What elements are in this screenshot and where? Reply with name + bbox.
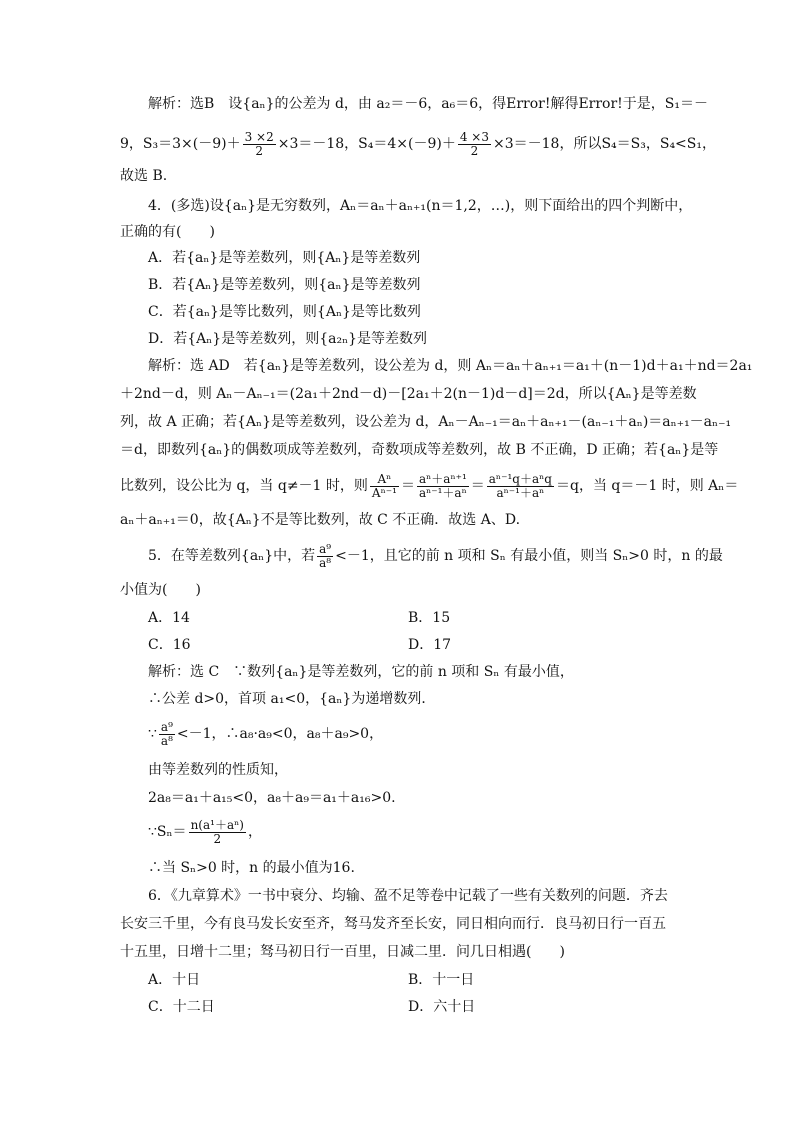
solution-3-line-1: 解析：选B 设{aₙ}的公差为 d，由 a₂＝－6，a₆＝6，得Error!解得Error!于是，S₁＝－ [148,96,709,112]
fraction-numerator: 3 ×2 [244,129,274,144]
solution-5-line-3 [0,718,794,750]
text-segment: ∵ [148,726,157,742]
fraction-numerator: a⁹ [160,719,173,734]
fraction-denominator: aⁿ⁻¹＋aⁿ [496,485,545,500]
text-segment: ， [247,824,262,840]
solution-3-line-3: 故选 B. [120,168,168,184]
fraction-numerator: a⁹ [319,541,332,556]
solution-5-line-4: 由等差数列的性质知， [148,762,288,778]
fraction-denominator: a⁸ [160,733,173,748]
fraction [458,131,491,158]
question-5-option-b: B．15 [408,610,451,626]
fraction [487,473,554,500]
text-segment: 9，S₃＝3×(－9)＋ [120,136,241,152]
question-5-options-row-2 [0,635,794,655]
solution-3-line-2 [0,128,794,160]
fraction-denominator: a⁸ [319,555,332,570]
text-segment: <－1，且它的前 n 项和 Sₙ 有最小值，则当 Sₙ>0 时，n 的最 [335,548,723,564]
solution-5-line-2: ∴公差 d>0，首项 a₁<0，{aₙ}为递增数列． [148,691,436,707]
fraction-numerator: aⁿ＋aⁿ⁺¹ [418,471,467,486]
question-6-options-row-1 [0,970,794,990]
fraction-denominator: Aⁿ⁻¹ [371,485,397,500]
question-6-line-1: 6．《九章算术》一书中衰分、均输、盈不足等卷中记载了一些有关数列的问题．齐去 [148,888,668,904]
fraction [417,473,469,500]
question-5-option-d: D．17 [408,637,452,653]
equals-sign: ＝ [400,478,415,494]
question-4-stem-cont: 正确的有( ) [120,224,215,240]
solution-4-line-3: 列，故 A 正确；若{Aₙ}是等差数列，设公差为 d，Aₙ－Aₙ₋₁＝aₙ＋aₙ₊₁－(aₙ₋₁＋aₙ)＝aₙ₊₁－aₙ₋₁ [120,414,732,430]
solution-5-line-5: 2a₈＝a₁＋a₁₅<0，a₈＋a₉＝a₁＋a₁₆>0. [148,790,396,806]
question-4-option-d: D．若{Aₙ}是等差数列，则{a₂ₙ}是等差数列 [148,331,428,347]
text-segment: ×3＝－18，S₄＝4×(－9)＋ [277,136,456,152]
text-segment: <－1，∴a₈·a₉<0，a₈＋a₉>0， [176,726,384,742]
fraction [159,721,175,748]
fraction [189,819,246,846]
solution-4-line-4: ＝d，即数列{aₙ}的偶数项成等差数列，奇数项成等差数列，故 B 不正确，D 正确；若{aₙ}是等 [120,442,719,458]
solution-4-line-2: ＋2nd－d，则 Aₙ－Aₙ₋₁＝(2a₁＋2nd－d)－[2a₁＋2(n－1)d－d]＝2d，所以{Aₙ}是等差数 [120,386,697,402]
fraction [370,473,399,500]
question-5-stem [0,540,794,572]
fraction [317,543,333,570]
question-6-option-a: A．十日 [148,972,201,988]
question-6-option-b: B．十一日 [408,972,475,988]
solution-4-line-6: aₙ＋aₙ₊₁＝0，故{Aₙ}不是等比数列，故 C 不正确．故选 A、D. [120,512,521,528]
fraction-numerator: aⁿ⁻¹q＋aⁿq [488,471,552,486]
question-4-stem: 4．(多选)设{aₙ}是无穷数列，Aₙ＝aₙ＋aₙ₊₁(n＝1,2，…)，则下面给出的四个判断中， [148,198,693,214]
fraction-denominator: 2 [213,831,222,846]
solution-5-line-1: 解析：选 C ∵数列{aₙ}是等差数列，它的前 n 项和 Sₙ 有最小值， [148,664,574,680]
question-6-option-d: D．六十日 [408,999,476,1015]
solution-5-line-6 [0,816,794,848]
text-segment: ＝q，当 q＝－1 时，则 Aₙ＝ [555,478,739,494]
question-4-option-c: C．若{aₙ}是等比数列，则{Aₙ}是等比数列 [148,304,421,320]
question-5-option-a: A．14 [148,610,190,626]
question-6-option-c: C．十二日 [148,999,215,1015]
fraction-denominator: 2 [470,143,479,158]
question-6-line-3: 十五里，日增十二里；驽马初日行一百里，日减二里．问几日相遇( ) [120,944,565,960]
question-6-line-2: 长安三千里，今有良马发长安至齐，驽马发齐至长安，同日相向而行．良马初日行一百五 [120,916,666,932]
fraction [243,131,276,158]
fraction-numerator: Aⁿ [370,473,399,487]
text-segment: 比数列，设公比为 q，当 q≠－1 时，则 [120,478,368,494]
solution-4-line-1: 解析：选 AD 若{aₙ}是等差数列，设公差为 d，则 Aₙ＝aₙ＋aₙ₊₁＝a₁＋(n－1)d＋a₁＋nd＝2a₁ [148,358,753,374]
equals-sign: ＝ [470,478,485,494]
text-segment: ∵Sₙ＝ [148,824,187,840]
question-4-option-b: B．若{Aₙ}是等差数列，则{aₙ}是等差数列 [148,277,421,293]
fraction-numerator: 4 ×3 [459,129,489,144]
fraction-denominator: aⁿ⁻¹＋aⁿ [418,485,467,500]
question-6-options-row-2 [0,997,794,1017]
text-segment: ×3＝－18，所以S₄＝S₃，S₄<S₁， [493,136,716,152]
solution-5-line-7: ∴当 Sₙ>0 时，n 的最小值为16. [148,860,355,876]
fraction-numerator: n(a¹＋aⁿ) [190,817,244,832]
fraction-denominator: 2 [255,143,263,158]
question-5-option-c: C．16 [148,637,191,653]
solution-4-line-5 [0,470,794,502]
question-4-option-a: A．若{aₙ}是等差数列，则{Aₙ}是等差数列 [148,250,421,266]
text-segment: 5．在等差数列{aₙ}中，若 [148,548,316,564]
question-5-options-row-1 [0,608,794,628]
question-5-stem-cont: 小值为( ) [120,582,201,598]
